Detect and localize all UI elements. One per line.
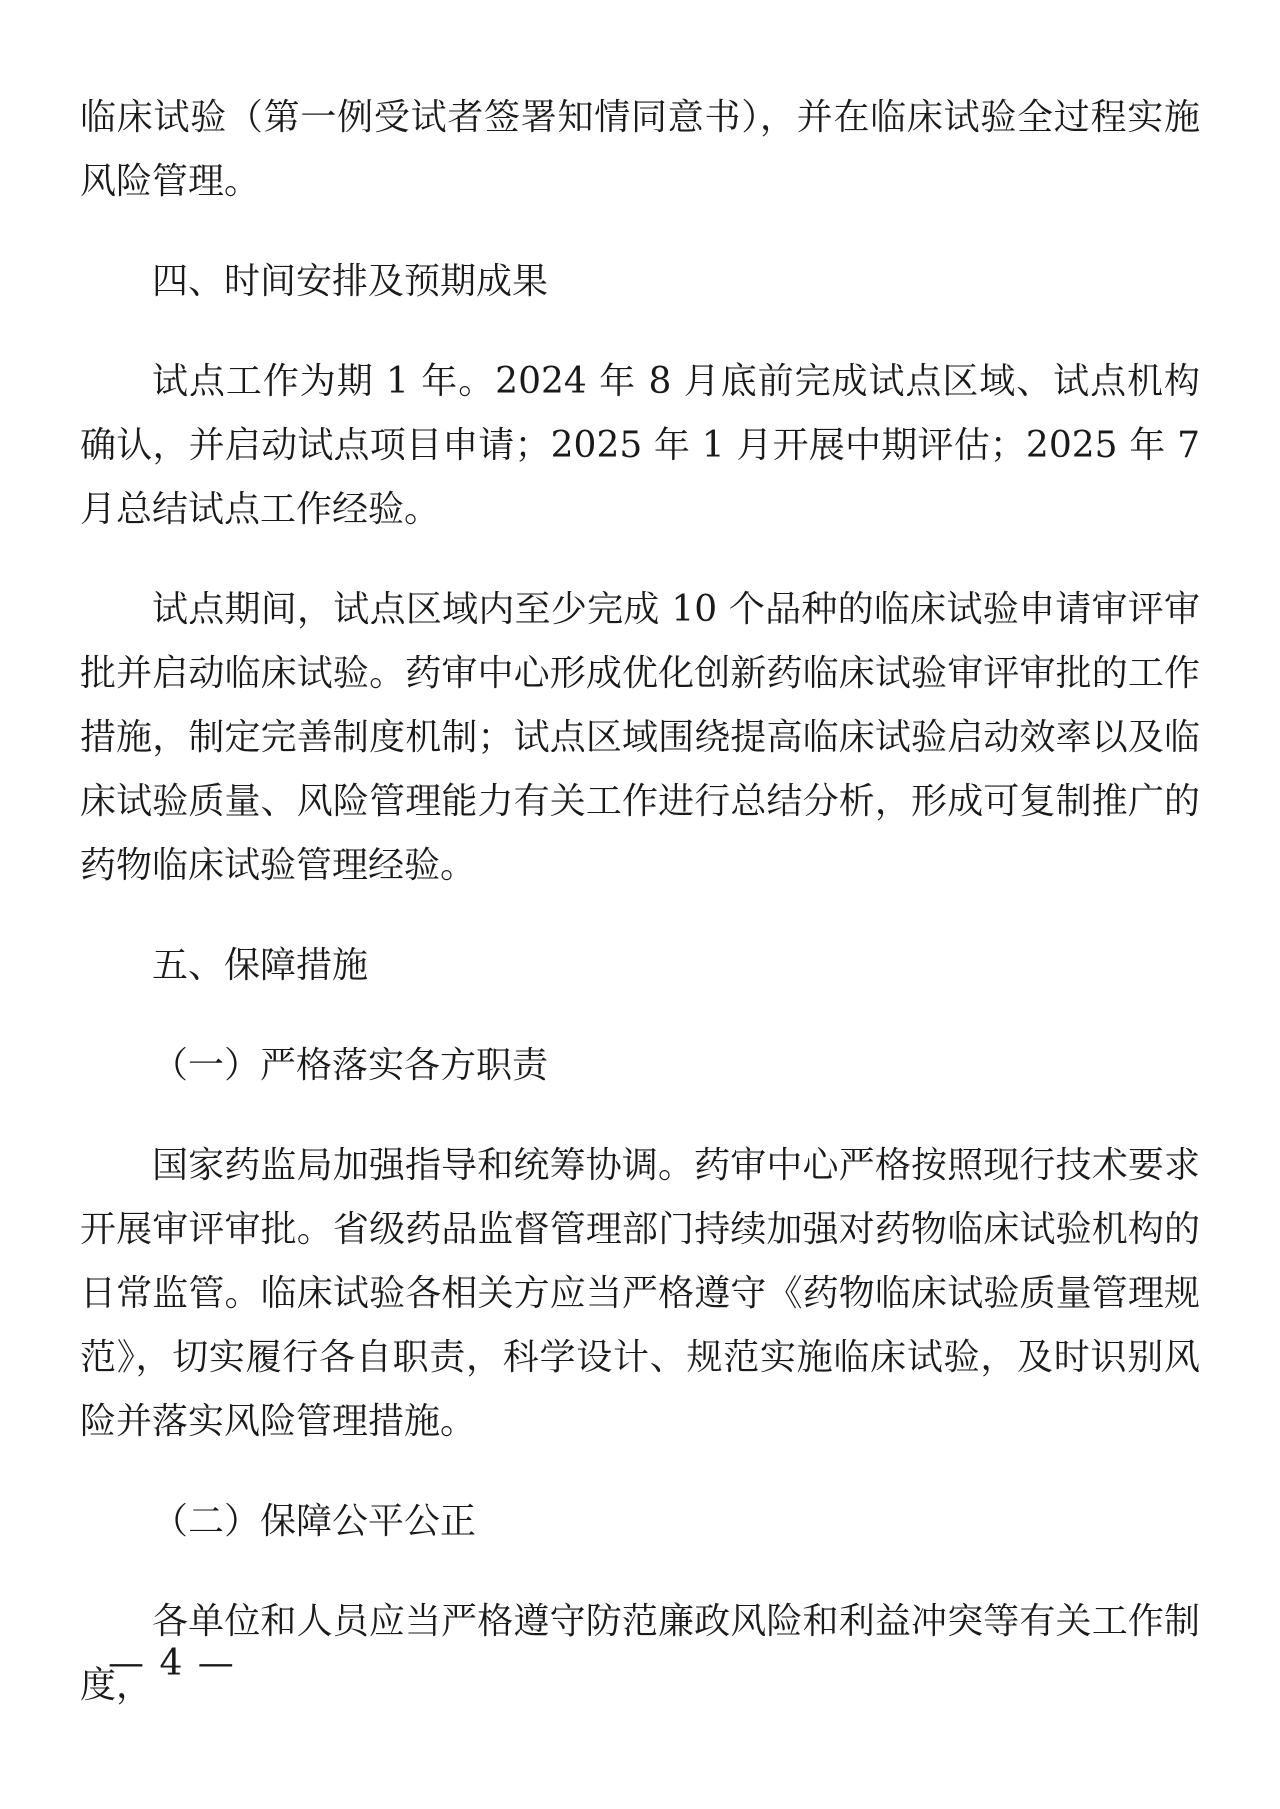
- subheading-fairness: （二）保障公平公正: [152, 1501, 477, 1542]
- section-heading-schedule: 四、时间安排及预期成果: [152, 261, 549, 302]
- paragraph-responsibilities: 国家药监局加强指导和统筹协调。药审中心严格按照现行技术要求开展审评审批。省级药品监督管理部门持续加强对药物临床试验机构的日常监管。临床试验各相关方应当严格遵守《药物临床试验质量管理规范》，切实履行各自职责，科学设计、规范实施临床试验，及时识别风险并落实风险管理措施。: [80, 1145, 1200, 1442]
- paragraph-fairness: 各单位和人员应当严格遵守防范廉政风险和利益冲突等有关工作制度，: [80, 1601, 1200, 1706]
- paragraph-timeline: 试点工作为期 1 年。2024 年 8 月底前完成试点区域、试点机构确认，并启动试点项目申请；2025 年 1 月开展中期评估；2025 年 7 月总结试点工作经验。: [80, 361, 1200, 530]
- page-number: — 4 —: [108, 1643, 236, 1684]
- paragraph-expected-results: 试点期间，试点区域内至少完成 10 个品种的临床试验申请审评审批并启动临床试验。药审中心形成优化创新药临床试验审评审批的工作措施，制定完善制度机制；试点区域围绕提高临床试验启动效率以及临床试验质量、风险管理能力有关工作进行总结分析，形成可复制推广的药物临床试验管理经验。: [80, 589, 1200, 886]
- paragraph-continuation: 临床试验（第一例受试者签署知情同意书），并在临床试验全过程实施风险管理。: [80, 97, 1200, 202]
- section-heading-safeguards: 五、保障措施: [152, 945, 369, 986]
- subheading-responsibilities: （一）严格落实各方职责: [152, 1045, 549, 1086]
- document-body: [80, 86, 1200, 1718]
